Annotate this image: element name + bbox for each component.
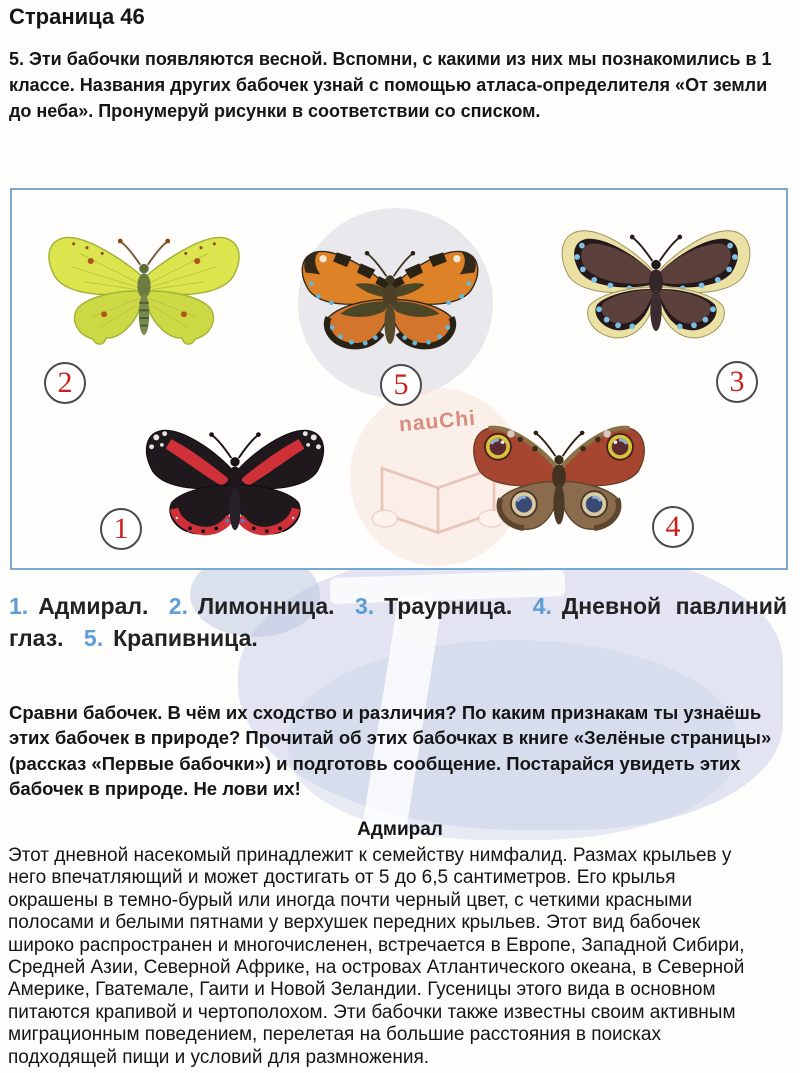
list-item-number: 3. [354, 593, 375, 619]
butterfly-tortoiseshell [280, 214, 500, 364]
list-item-number: 1. [9, 593, 29, 619]
figure-number-badge [100, 508, 142, 550]
watermark-logo-text: nauChi [398, 406, 477, 437]
list-item-name: Адмирал. [38, 593, 149, 619]
butterfly-name-list [9, 590, 787, 654]
list-item-name: Крапивница. [113, 625, 258, 651]
compare-paragraph: Сравни бабочек. В чём их сходство и различия? По каким признакам ты узнаёшь этих бабочек в природе? Прочитай об этих бабочках в книге «Зелёные страницы» (рассказ «Первые бабочки») и подготовь сообщение. Постарайся увидеть этих бабочек в природе. Не лови их! [9, 702, 772, 799]
list-item-name: Дневной павлиний глаз. [9, 593, 788, 651]
list-item [355, 593, 512, 619]
badge-number: 4 [665, 510, 681, 543]
list-item [169, 593, 335, 619]
badge-number: 3 [729, 365, 745, 398]
butterfly-brimstone [30, 204, 258, 356]
list-item-name: Лимонница. [197, 593, 335, 619]
butterfly-mourning-cloak [542, 200, 770, 352]
list-item-number: 4. [532, 593, 552, 619]
list-item-name: Траурница. [384, 593, 513, 619]
figure-number-badge [716, 361, 758, 403]
figure-number-badge [652, 506, 694, 548]
article-heading: Адмирал [357, 819, 443, 840]
list-item [84, 625, 258, 651]
badge-number: 2 [57, 366, 73, 399]
list-item-number: 5. [83, 625, 104, 651]
butterflies-figure [10, 188, 788, 570]
list-item [9, 593, 148, 619]
figure-number-badge [44, 362, 86, 404]
task-paragraph: 5. Эти бабочки появляются весной. Вспомни, с какими из них мы познакомились в 1 классе. Названия других бабочек узнай с помощью атласа-определителя «От земли до неба». Пронумеруй рисунки в соответствии со списком. [9, 49, 772, 121]
article-body: Этот дневной насекомый принадлежит к семейству нимфалид. Размах крыльев у него впечатляющий и может достигать от 5 до 6,5 сантиметров. Его крылья окрашены в темно-бурый или иногда почти черный цвет, с четкими красными полосами и белыми пятнами у верхушек передних крыльев. Этот вид бабочек широко распространен и многочисленен, встречается в Европе, Западной Сибири, Средней Азии, Северной Африке, на островах Атлантического океана, в Северной Америке, Гватемале, Гаити и Новой Зеландии. Гусеницы этого вида в основном питаются крапивой и чертополохом. Эти бабочки также известны своим активным миграционным поведением, перелетая на большие расстояния в поисках подходящей пищи и условий для размножения. [8, 845, 745, 1068]
figure-number-badge [380, 364, 422, 406]
butterfly-peacock [448, 394, 670, 544]
badge-number: 5 [393, 368, 409, 401]
badge-number: 1 [113, 512, 129, 545]
butterfly-admiral [122, 398, 348, 548]
list-item-number: 2. [168, 593, 188, 619]
page-title: Страница 46 [9, 4, 145, 29]
